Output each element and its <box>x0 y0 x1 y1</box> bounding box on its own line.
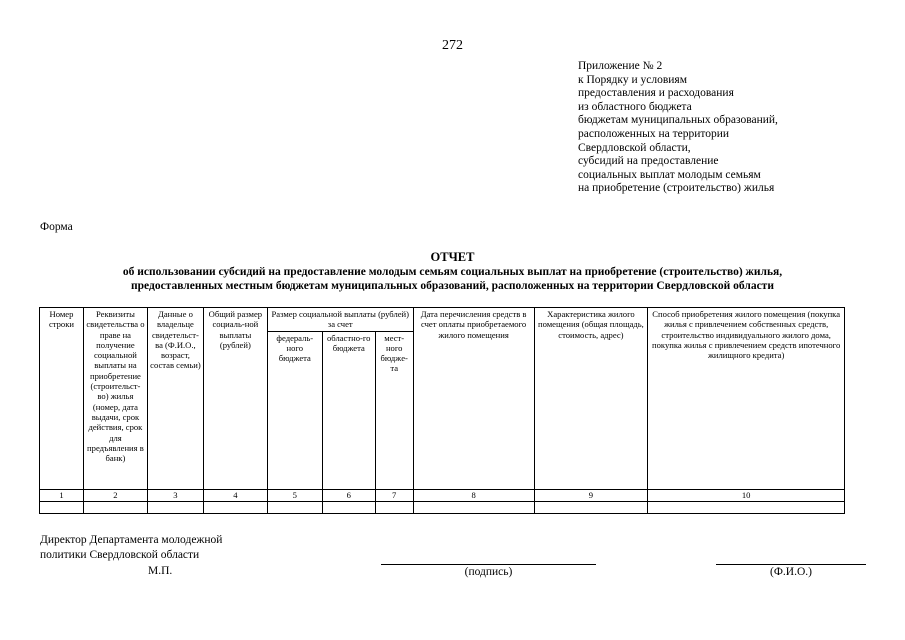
appendix-line: на приобретение (строительство) жилья <box>578 182 775 195</box>
report-subtitle-line1: об использовании субсидий на предоставление молодым семьям социальных выплат на приобретение (строительство) жилья, <box>122 266 783 278</box>
table-cell <box>147 501 203 513</box>
appendix-block <box>578 60 778 196</box>
table-cell <box>40 501 84 513</box>
column-number: 1 <box>40 489 84 501</box>
column-number: 6 <box>322 489 375 501</box>
table-cell <box>648 501 845 513</box>
signature-caption: (подпись) <box>464 566 513 578</box>
column-numbers-row <box>40 489 845 501</box>
table-cell <box>267 501 322 513</box>
appendix-line: социальных выплат молодым семьям <box>578 168 761 181</box>
header-acquisition-method: Способ приобретения жилого помещения (покупка жилья с привлечением собственных средств, строительство индивидуального жилого дома, покупка жилья с привлечением средств ипотечного жилищного кредита) <box>648 308 845 490</box>
column-number: 8 <box>413 489 534 501</box>
appendix-line: субсидий на предоставление <box>578 155 719 168</box>
header-payment-sources: Размер социальной выплаты (рублей) за счет <box>267 308 413 332</box>
report-subtitle-line2: предоставленных местным бюджетам муниципальных образований, расположенных на территории Свердловской области <box>131 280 774 292</box>
report-title: ОТЧЕТ <box>430 250 475 264</box>
header-transfer-date: Дата перечисления средств в счет оплаты приобретаемого жилого помещения <box>413 308 534 490</box>
signatory-position-line2: политики Свердловской области <box>40 549 200 561</box>
signature-line <box>381 564 596 565</box>
header-federal-budget: федераль-ного бюджета <box>267 331 322 489</box>
column-number: 7 <box>375 489 413 501</box>
fio-caption: (Ф.И.О.) <box>770 566 812 578</box>
column-number: 9 <box>534 489 648 501</box>
header-regional-budget: областно-го бюджета <box>322 331 375 489</box>
signatory-position <box>40 533 222 563</box>
appendix-line: из областного бюджета <box>578 100 692 113</box>
fio-line <box>716 564 866 565</box>
appendix-line: к Порядку и условиям <box>578 73 687 86</box>
header-total-payment: Общий размер социаль-ной выплаты (рублей) <box>203 308 267 490</box>
report-table <box>39 307 845 514</box>
table-cell <box>83 501 147 513</box>
signatory-position-line1: Директор Департамента молодежной <box>40 534 223 546</box>
appendix-line: предоставления и расходования <box>578 87 734 100</box>
header-row-number: Номер строки <box>40 308 84 490</box>
appendix-line: расположенных на территории <box>578 127 730 140</box>
appendix-line: Приложение № 2 <box>578 60 663 72</box>
column-number: 10 <box>648 489 845 501</box>
column-number: 2 <box>83 489 147 501</box>
header-owner-data: Данные о владельце свидетельст-ва (Ф.И.О., возраст, состав семьи) <box>147 308 203 490</box>
table-cell <box>413 501 534 513</box>
appendix-line: Свердловской области, <box>578 141 691 154</box>
table-cell <box>534 501 648 513</box>
header-certificate-details: Реквизиты свидетельства о праве на получение социальной выплаты на приобретение (строительст-во) жилья (номер, дата выдачи, срок действия, срок для предъявления в банк) <box>83 308 147 490</box>
appendix-line: бюджетам муниципальных образований, <box>578 114 778 127</box>
column-number: 5 <box>267 489 322 501</box>
header-local-budget: мест-ного бюджe-та <box>375 331 413 489</box>
page-number: 272 <box>442 38 463 53</box>
header-housing-characteristics: Характеристика жилого помещения (общая площадь, стоимость, адрес) <box>534 308 648 490</box>
column-number: 3 <box>147 489 203 501</box>
column-number: 4 <box>203 489 267 501</box>
form-label: Форма <box>40 221 73 233</box>
empty-data-row <box>40 501 845 513</box>
table-cell <box>375 501 413 513</box>
table-cell <box>322 501 375 513</box>
table-cell <box>203 501 267 513</box>
seal-place-label: М.П. <box>148 565 173 577</box>
